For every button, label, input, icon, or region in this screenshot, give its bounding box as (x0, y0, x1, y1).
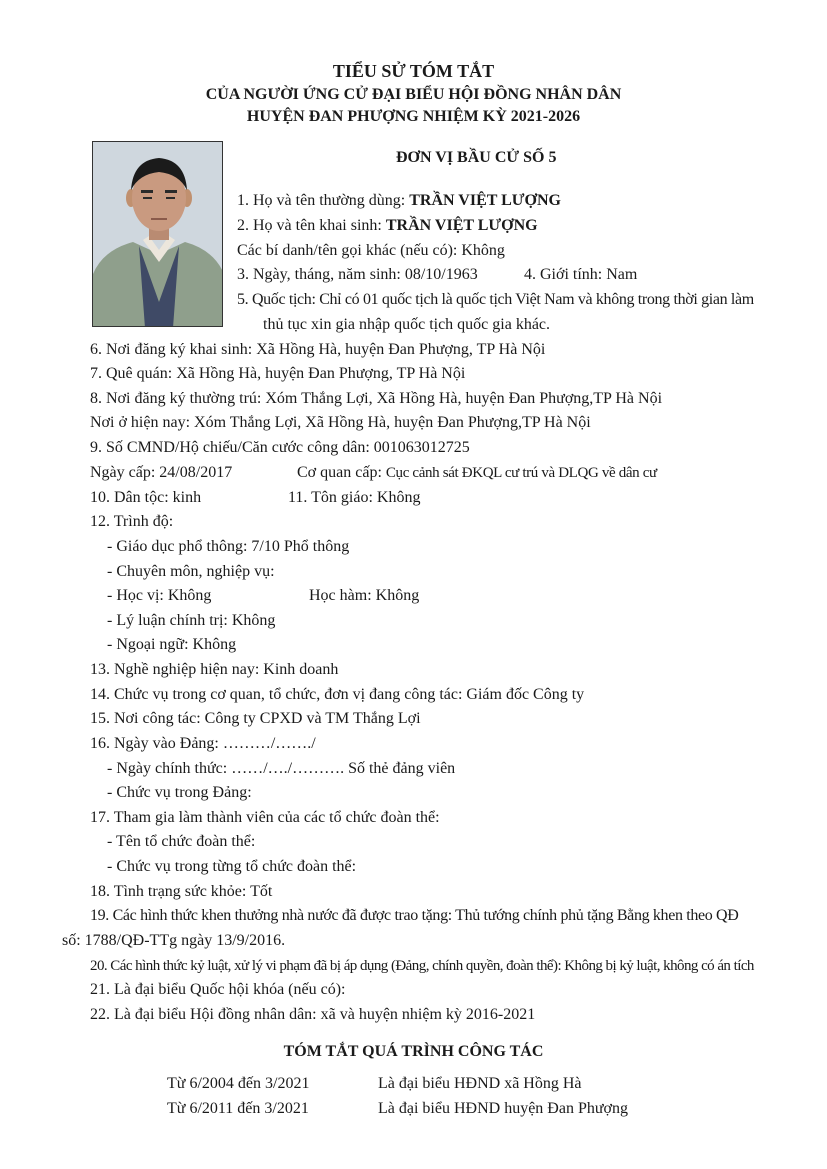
line-health: 18. Tình trạng sức khỏe: Tốt (90, 883, 273, 900)
career-row-role (378, 1074, 582, 1094)
line-alias: Các bí danh/tên gọi khác (nếu có): Không (237, 242, 505, 259)
portrait-image (93, 142, 223, 327)
line-awards-2: số: 1788/QĐ-TTg ngày 13/9/2016. (62, 932, 286, 949)
line-dob: 3. Ngày, tháng, năm sinh: 08/10/1963 (237, 266, 478, 283)
line-pc-delegate: 22. Là đại biểu Hội đồng nhân dân: xã và huyện nhiệm kỳ 2016-2021 (90, 1006, 536, 1023)
line-orgs-position: - Chức vụ trong từng tổ chức đoàn thể: (107, 858, 357, 875)
line-discipline: 20. Các hình thức kỷ luật, xử lý vi phạm đã bị áp dụng (Đảng, chính quyền, đoàn thể): Không bị kỷ luật, không có án tích (90, 958, 754, 974)
career-row-role (378, 1099, 628, 1119)
career-title: TÓM TẮT QUÁ TRÌNH CÔNG TÁC (283, 1043, 544, 1060)
line-edu-language: - Ngoại ngữ: Không (107, 636, 237, 653)
doc-subtitle-1: CỦA NGƯỜI ỨNG CỬ ĐẠI BIỂU HỘI ĐỒNG NHÂN DÂN (205, 86, 622, 103)
line-issue-date: Ngày cấp: 24/08/2017 (90, 464, 233, 481)
doc-subtitle-2: HUYỆN ĐAN PHƯỢNG NHIỆM KỲ 2021-2026 (246, 108, 581, 125)
line-gender: 4. Giới tính: Nam (524, 266, 638, 283)
birth-name-label: 2. Họ và tên khai sinh: (237, 217, 386, 234)
issue-org-value: Cục cảnh sát ĐKQL cư trú và DLQG về dân cư (385, 465, 657, 481)
career-role: Là đại biểu HĐND xã Hồng Hà (378, 1075, 582, 1092)
career-row (167, 1074, 309, 1094)
issue-org-label: Cơ quan cấp: (297, 464, 386, 481)
electoral-unit: ĐƠN VỊ BẦU CỬ SỐ 5 (396, 149, 557, 166)
line-edu-title: Học hàm: Không (309, 587, 420, 604)
line-id-number: 9. Số CMND/Hộ chiếu/Căn cước công dân: 001063012725 (90, 439, 470, 456)
line-religion: 11. Tôn giáo: Không (288, 489, 421, 506)
line-edu-major: - Chuyên môn, nghiệp vụ: (107, 563, 275, 580)
career-period: Từ 6/2004 đến 3/2021 (167, 1075, 310, 1092)
line-position: 14. Chức vụ trong cơ quan, tổ chức, đơn vị đang công tác: Giám đốc Công ty (90, 686, 585, 703)
line-na-delegate: 21. Là đại biểu Quốc hội khóa (nếu có): (90, 981, 346, 998)
birth-name-value: TRẦN VIỆT LƯỢNG (385, 217, 538, 234)
career-row (167, 1099, 309, 1119)
line-birth-name (237, 216, 538, 236)
line-party-position: - Chức vụ trong Đảng: (107, 784, 252, 801)
line-party-join: 16. Ngày vào Đảng: ………/……./ (90, 735, 316, 752)
candidate-photo (92, 141, 223, 327)
line-edu-degree: - Học vị: Không (107, 587, 212, 604)
line-orgs-name: - Tên tổ chức đoàn thể: (107, 833, 256, 850)
line-awards-1: 19. Các hình thức khen thưởng nhà nước đã được trao tặng: Thủ tướng chính phủ tặng Bằng khen theo QĐ (90, 907, 739, 924)
line-education: 12. Trình độ: (90, 513, 174, 530)
line-common-name (237, 191, 561, 211)
line-nationality-1: 5. Quốc tịch: Chỉ có 01 quốc tịch là quốc tịch Việt Nam và không trong thời gian làm (237, 291, 754, 308)
career-role: Là đại biểu HĐND huyện Đan Phượng (378, 1100, 628, 1117)
common-name-value: TRẦN VIỆT LƯỢNG (409, 192, 561, 209)
career-period: Từ 6/2011 đến 3/2021 (167, 1100, 309, 1117)
line-ethnic: 10. Dân tộc: kinh (90, 489, 202, 506)
doc-title: TIỂU SỬ TÓM TẮT (332, 61, 495, 81)
line-current-address: Nơi ở hiện nay: Xóm Thắng Lợi, Xã Hồng Hà, huyện Đan Phượng,TP Hà Nội (90, 414, 591, 431)
line-orgs: 17. Tham gia làm thành viên của các tổ chức đoàn thể: (90, 809, 440, 826)
line-birthplace: 6. Nơi đăng ký khai sinh: Xã Hồng Hà, huyện Đan Phượng, TP Hà Nội (90, 341, 546, 358)
common-name-label: 1. Họ và tên thường dùng: (237, 192, 410, 209)
line-nationality-2: thủ tục xin gia nhập quốc tịch quốc gia khác. (263, 316, 551, 333)
line-residence: 8. Nơi đăng ký thường trú: Xóm Thắng Lợi, Xã Hồng Hà, huyện Đan Phượng,TP Hà Nội (90, 390, 663, 407)
line-issue-org (297, 463, 657, 483)
line-edu-general: - Giáo dục phổ thông: 7/10 Phổ thông (107, 538, 350, 555)
line-edu-politics: - Lý luận chính trị: Không (107, 612, 276, 629)
line-job: 13. Nghề nghiệp hiện nay: Kinh doanh (90, 661, 339, 678)
line-hometown: 7. Quê quán: Xã Hồng Hà, huyện Đan Phượng, TP Hà Nội (90, 365, 466, 382)
line-party-official: - Ngày chính thức: ……/…./………. Số thẻ đảng viên (107, 760, 456, 777)
line-workplace: 15. Nơi công tác: Công ty CPXD và TM Thắng Lợi (90, 710, 421, 727)
